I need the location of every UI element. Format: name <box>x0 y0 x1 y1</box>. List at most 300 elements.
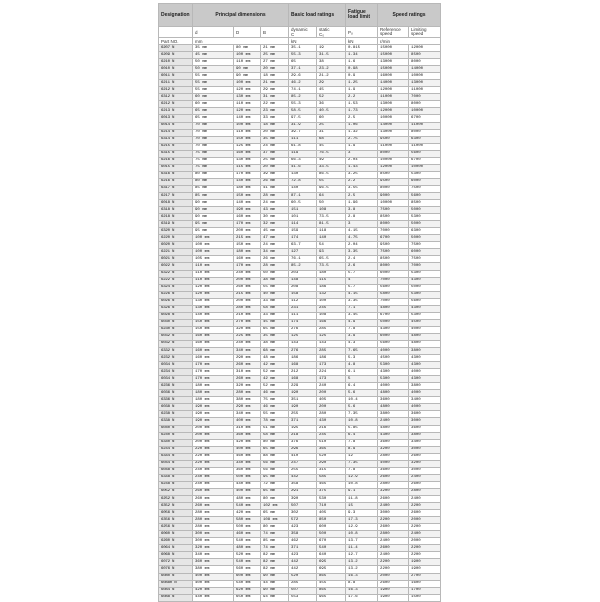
cell-bore-d: 65 mm <box>193 115 234 122</box>
cell-outer-D: 500 mm <box>234 474 261 481</box>
cell-bore-d: 150 mm <box>193 326 234 333</box>
cell-part-no <box>159 580 193 587</box>
cell-dynamic-C: 218 <box>289 432 317 439</box>
cell-bore-d: 280 mm <box>193 517 234 524</box>
part-number-text: 6015 N <box>161 165 175 170</box>
designation-header: Designation <box>159 4 193 27</box>
cell-reference-speed: 10000 <box>378 200 409 207</box>
cell-limiting-speed: 8000 <box>409 59 441 66</box>
part-number-text: 6052 N <box>161 489 175 494</box>
cell-limiting-speed: 5000 <box>409 235 441 242</box>
cell-outer-D: 650 mm <box>234 594 261 601</box>
table-row <box>159 136 441 143</box>
cell-fatigue-Pu: 2.2 <box>346 178 378 185</box>
cell-bore-d: 360 mm <box>193 559 234 566</box>
cell-bore-d: 90 mm <box>193 200 234 207</box>
cell-reference-speed: 2800 <box>378 481 409 488</box>
cell-fatigue-Pu: 0.9 <box>346 73 378 80</box>
part-number-text: 6044 N <box>161 461 175 466</box>
cell-outer-D: 120 mm <box>234 108 261 115</box>
part-number-text: 6032 N <box>161 334 175 339</box>
cell-fatigue-Pu: 3.35 <box>346 249 378 256</box>
cell-reference-speed: 9500 <box>378 178 409 185</box>
cell-outer-D: 125 mm <box>234 143 261 150</box>
cell-reference-speed: 9500 <box>378 242 409 249</box>
cell-bore-d: 100 mm <box>193 235 234 242</box>
cell-static-C0: 670 <box>317 538 346 545</box>
part-number-text: 6344 N <box>161 454 175 459</box>
cell-outer-D: 460 mm <box>234 531 261 538</box>
cell-static-C0: 405 <box>317 397 346 404</box>
table-row <box>159 355 441 362</box>
cell-part-no <box>159 425 193 432</box>
subheader-reference-speed: Reference speed <box>378 27 409 38</box>
cell-limiting-speed: 4800 <box>409 340 441 347</box>
cell-limiting-speed: 6000 <box>409 249 441 256</box>
table-row <box>159 45 441 52</box>
cell-dynamic-C: 174 <box>289 319 317 326</box>
cell-limiting-speed: 8500 <box>409 200 441 207</box>
cell-outer-D: 160 mm <box>234 214 261 221</box>
cell-dynamic-C: 247 <box>289 460 317 467</box>
table-row <box>159 270 441 277</box>
cell-bore-d: 220 mm <box>193 446 234 453</box>
cell-outer-D: 360 mm <box>234 432 261 439</box>
cell-reference-speed: 8000 <box>378 263 409 270</box>
cell-reference-speed: 6700 <box>378 235 409 242</box>
table-row <box>159 531 441 538</box>
cell-bore-d: 60 mm <box>193 101 234 108</box>
cell-fatigue-Pu: 4.9 <box>346 319 378 326</box>
cell-static-C0: 240 <box>317 383 346 390</box>
cell-bore-d: 60 mm <box>193 94 234 101</box>
cell-fatigue-Pu: 2.5 <box>346 115 378 122</box>
cell-outer-D: 290 mm <box>234 355 261 362</box>
cell-dynamic-C: 63.7 <box>289 242 317 249</box>
cell-dynamic-C: 148 <box>289 277 317 284</box>
cell-static-C0: 86.5 <box>317 171 346 178</box>
cell-width-B: 80 mm <box>261 524 289 531</box>
cell-static-C0: 173 <box>317 362 346 369</box>
cell-bore-d: 400 mm <box>193 573 234 580</box>
cell-width-B: 23 mm <box>261 108 289 115</box>
cell-outer-D: 140 mm <box>234 178 261 185</box>
cell-part-no <box>159 503 193 510</box>
bearing-spec-table <box>158 3 441 602</box>
cell-dynamic-C: 572 <box>289 517 317 524</box>
subheader-dynamic: dynamic C <box>289 27 317 38</box>
cell-bore-d: 340 mm <box>193 552 234 559</box>
part-number-text: 6018 N <box>161 200 175 205</box>
cell-width-B: 56 mm <box>261 467 289 474</box>
cell-width-B: 65 mm <box>261 510 289 517</box>
subheader-blank <box>159 27 193 38</box>
cell-dynamic-C: 46.2 <box>289 80 317 87</box>
cell-outer-D: 170 mm <box>234 171 261 178</box>
cell-bore-d: 180 mm <box>193 383 234 390</box>
cell-static-C0: 865 <box>317 573 346 580</box>
cell-reference-speed: 13000 <box>378 101 409 108</box>
cell-static-C0: 54 <box>317 242 346 249</box>
cell-width-B: 46 mm <box>261 390 289 397</box>
cell-part-no <box>159 397 193 404</box>
part-number-text: 6226 N <box>161 292 175 297</box>
cell-reference-speed: 6700 <box>378 312 409 319</box>
cell-limiting-speed: 1700 <box>409 587 441 594</box>
cell-limiting-speed: 14000 <box>409 66 441 73</box>
cell-width-B: 37 mm <box>261 150 289 157</box>
cell-limiting-speed: 4300 <box>409 277 441 284</box>
cell-outer-D: 240 mm <box>234 340 261 347</box>
table-row <box>159 587 441 594</box>
cell-fatigue-Pu: 10.8 <box>346 531 378 538</box>
cell-dynamic-C: 203 <box>289 270 317 277</box>
cell-dynamic-C: 168 <box>289 362 317 369</box>
table-row <box>159 263 441 270</box>
cell-width-B: 40 mm <box>261 291 289 298</box>
cell-dynamic-C: 190 <box>289 390 317 397</box>
cell-bore-d: 160 mm <box>193 340 234 347</box>
part-number-text: 6336 N <box>161 397 175 402</box>
cell-outer-D: 110 mm <box>234 59 261 66</box>
cell-width-B: 65 mm <box>261 446 289 453</box>
cell-bore-d: 160 mm <box>193 333 234 340</box>
cell-part-no <box>159 94 193 101</box>
part-number-text: 6072 N <box>161 559 175 564</box>
cell-part-no <box>159 108 193 115</box>
cell-static-C0: 118 <box>317 228 346 235</box>
cell-limiting-speed: 4000 <box>409 404 441 411</box>
cell-limiting-speed: 4300 <box>409 305 441 312</box>
cell-dynamic-C: 31.9 <box>289 122 317 129</box>
cell-bore-d: 170 mm <box>193 369 234 376</box>
part-number-text: 6034 N <box>161 362 175 367</box>
cell-dynamic-C: 507 <box>289 503 317 510</box>
cell-limiting-speed: 5000 <box>409 284 441 291</box>
cell-reference-speed: 4300 <box>378 369 409 376</box>
units-kn-fatigue: kN <box>346 38 378 45</box>
cell-limiting-speed: 11000 <box>409 143 441 150</box>
part-number-text: 6220 N <box>161 235 175 240</box>
part-number-text: 6256 N <box>161 524 175 529</box>
cell-limiting-speed: 3800 <box>409 383 441 390</box>
table-row <box>159 390 441 397</box>
cell-outer-D: 480 mm <box>234 496 261 503</box>
cell-reference-speed: 4500 <box>378 355 409 362</box>
cell-limiting-speed: 11000 <box>409 87 441 94</box>
cell-reference-speed: 2400 <box>378 538 409 545</box>
cell-dynamic-C: 97.5 <box>289 115 317 122</box>
cell-limiting-speed: 3000 <box>409 418 441 425</box>
cell-static-C0: 81.5 <box>317 221 346 228</box>
cell-dynamic-C: 174 <box>289 235 317 242</box>
cell-limiting-speed: 13000 <box>409 80 441 87</box>
table-row <box>159 157 441 164</box>
cell-static-C0: 500 <box>317 531 346 538</box>
cell-dynamic-C: 39.7 <box>289 129 317 136</box>
cell-dynamic-C: 29.6 <box>289 73 317 80</box>
cell-part-no <box>159 200 193 207</box>
cell-dynamic-C: 159 <box>289 228 317 235</box>
cell-static-C0: 224 <box>317 369 346 376</box>
cell-width-B: 42 mm <box>261 376 289 383</box>
cell-fatigue-Pu: 2.6 <box>346 263 378 270</box>
cell-dynamic-C: 520 <box>289 573 317 580</box>
cell-static-C0: 45 <box>317 143 346 150</box>
cell-dynamic-C: 111 <box>289 312 317 319</box>
cell-limiting-speed: 5300 <box>409 171 441 178</box>
cell-part-no <box>159 178 193 185</box>
cell-outer-D: 540 mm <box>234 538 261 545</box>
cell-dynamic-C: 127 <box>289 249 317 256</box>
table-row <box>159 376 441 383</box>
cell-limiting-speed: 5300 <box>409 312 441 319</box>
part-number-text: 6238 N <box>161 411 175 416</box>
cell-part-no <box>159 171 193 178</box>
cell-width-B: 88 mm <box>261 453 289 460</box>
cell-part-no <box>159 348 193 355</box>
cell-static-C0: 695 <box>317 559 346 566</box>
table-row <box>159 129 441 136</box>
cell-reference-speed: 15000 <box>378 45 409 52</box>
part-number-text: 6244 N <box>161 447 175 452</box>
cell-bore-d: 200 mm <box>193 439 234 446</box>
subheader-C0: C₀ <box>319 32 325 37</box>
cell-dynamic-C: 276 <box>289 348 317 355</box>
table-row <box>159 284 441 291</box>
table-row <box>159 404 441 411</box>
cell-dynamic-C: 208 <box>289 284 317 291</box>
cell-part-no <box>159 80 193 87</box>
cell-outer-D: 400 mm <box>234 446 261 453</box>
cell-dynamic-C: 140 <box>289 185 317 192</box>
cell-bore-d: 110 mm <box>193 277 234 284</box>
cell-width-B: 18 mm <box>261 122 289 129</box>
cell-bore-d: 55 mm <box>193 73 234 80</box>
cell-part-no <box>159 221 193 228</box>
cell-width-B: 52 mm <box>261 383 289 390</box>
cell-outer-D: 380 mm <box>234 397 261 404</box>
cell-outer-D: 120 mm <box>234 87 261 94</box>
cell-dynamic-C: 112 <box>289 298 317 305</box>
cell-dynamic-C: 74.1 <box>289 87 317 94</box>
cell-part-no <box>159 228 193 235</box>
table-row <box>159 439 441 446</box>
cell-limiting-speed: 7500 <box>409 185 441 192</box>
cell-limiting-speed: 6300 <box>409 136 441 143</box>
cell-part-no <box>159 101 193 108</box>
table-row <box>159 496 441 503</box>
cell-reference-speed: 2800 <box>378 453 409 460</box>
part-number-text: 6060 N <box>161 531 175 536</box>
cell-static-C0: 850 <box>317 517 346 524</box>
cell-bore-d: 55 mm <box>193 87 234 94</box>
cell-fatigue-Pu: 12.7 <box>346 552 378 559</box>
cell-fatigue-Pu: 7.8 <box>346 467 378 474</box>
cell-outer-D: 115 mm <box>234 164 261 171</box>
cell-outer-D: 100 mm <box>234 80 261 87</box>
table-row <box>159 559 441 566</box>
cell-reference-speed: 15000 <box>378 66 409 73</box>
cell-fatigue-Pu: 3.25 <box>346 171 378 178</box>
cell-dynamic-C: 190 <box>289 404 317 411</box>
cell-outer-D: 80 mm <box>234 45 261 52</box>
cell-fatigue-Pu: 5.85 <box>346 425 378 432</box>
part-number-text: 6036 N <box>161 390 175 395</box>
cell-outer-D: 90 mm <box>234 73 261 80</box>
cell-fatigue-Pu: 3.45 <box>346 312 378 319</box>
cell-fatigue-Pu: 0.815 <box>346 45 378 52</box>
cell-fatigue-Pu: 4.15 <box>346 291 378 298</box>
cell-width-B: 75 mm <box>261 397 289 404</box>
cell-static-C0: 31.5 <box>317 52 346 59</box>
cell-fatigue-Pu: 12.9 <box>346 474 378 481</box>
cell-fatigue-Pu: 6.1 <box>346 369 378 376</box>
cell-outer-D: 130 mm <box>234 94 261 101</box>
cell-reference-speed: 5000 <box>378 319 409 326</box>
cell-dynamic-C: 101 <box>289 214 317 221</box>
cell-bore-d: 140 mm <box>193 312 234 319</box>
table-row <box>159 143 441 150</box>
cell-dynamic-C: 41.6 <box>289 164 317 171</box>
cell-part-no <box>159 150 193 157</box>
cell-part-no <box>159 73 193 80</box>
part-number-text: 6207 N <box>161 45 175 50</box>
cell-limiting-speed: 3800 <box>409 348 441 355</box>
table-row <box>159 369 441 376</box>
cell-reference-speed: 3000 <box>378 510 409 517</box>
cell-dynamic-C: 111 <box>289 136 317 143</box>
cell-fatigue-Pu: 2.5 <box>346 192 378 199</box>
cell-part-no <box>159 418 193 425</box>
cell-reference-speed: 10000 <box>378 115 409 122</box>
cell-bore-d: 95 mm <box>193 228 234 235</box>
cell-part-no <box>159 538 193 545</box>
cell-outer-D: 360 mm <box>234 467 261 474</box>
subheader-d: d <box>193 27 234 38</box>
cell-bore-d: 100 mm <box>193 249 234 256</box>
cell-part-no <box>159 362 193 369</box>
cell-part-no <box>159 545 193 552</box>
cell-part-no <box>159 411 193 418</box>
cell-part-no <box>159 157 193 164</box>
cell-bore-d: 160 mm <box>193 348 234 355</box>
cell-bore-d: 220 mm <box>193 453 234 460</box>
part-number-text: 6338 N <box>161 419 175 423</box>
cell-fatigue-Pu: 7.1 <box>346 305 378 312</box>
part-number-text: 6316 N <box>161 172 175 177</box>
part-number-text: 6056 N <box>161 510 175 515</box>
cell-part-no <box>159 510 193 517</box>
cell-fatigue-Pu: 1.96 <box>346 200 378 207</box>
cell-outer-D: 600 mm <box>234 573 261 580</box>
cell-width-B: 45 mm <box>261 228 289 235</box>
part-number-text: 6210 N <box>161 59 175 64</box>
table-row <box>159 411 441 418</box>
table-row <box>159 538 441 545</box>
cell-fatigue-Pu: 10.4 <box>346 397 378 404</box>
cell-fatigue-Pu: 13.2 <box>346 566 378 573</box>
cell-dynamic-C: 60.5 <box>289 200 317 207</box>
part-number-text: 6230 N <box>161 327 175 332</box>
cell-limiting-speed: 3400 <box>409 439 441 446</box>
cell-fatigue-Pu: 0.98 <box>346 66 378 73</box>
cell-outer-D: 520 mm <box>234 552 261 559</box>
cell-fatigue-Pu: 5.7 <box>346 270 378 277</box>
cell-fatigue-Pu: 1.34 <box>346 52 378 59</box>
cell-width-B: 65 mm <box>261 488 289 495</box>
cell-fatigue-Pu: 5.6 <box>346 404 378 411</box>
cell-static-C0: 540 <box>317 545 346 552</box>
part-number-text: 6217 N <box>161 193 175 198</box>
part-number-text: 6213 N <box>161 108 175 113</box>
cell-part-no <box>159 481 193 488</box>
cell-dynamic-C: 186 <box>289 355 317 362</box>
cell-dynamic-C: 276 <box>289 326 317 333</box>
cell-width-B: 32 mm <box>261 221 289 228</box>
table-row <box>159 383 441 390</box>
cell-dynamic-C: 351 <box>289 397 317 404</box>
part-number-text: 6215 N <box>161 144 175 149</box>
cell-outer-D: 140 mm <box>234 200 261 207</box>
cell-outer-D: 190 mm <box>234 207 261 214</box>
part-number-text: 6034 N <box>161 376 175 381</box>
part-number-text: 6318 N <box>161 207 175 212</box>
cell-outer-D: 420 mm <box>234 439 261 446</box>
cell-fatigue-Pu: 8.8 <box>346 580 378 587</box>
cell-dynamic-C: 72.8 <box>289 178 317 185</box>
cell-dynamic-C: 229 <box>289 383 317 390</box>
part-number-text: 6326 N <box>161 306 175 311</box>
cell-bore-d: 190 mm <box>193 411 234 418</box>
table-row <box>159 312 441 319</box>
cell-outer-D: 560 mm <box>234 566 261 573</box>
cell-width-B: 34 mm <box>261 249 289 256</box>
cell-limiting-speed: 12000 <box>409 45 441 52</box>
cell-limiting-speed: 5300 <box>409 291 441 298</box>
cell-outer-D: 160 mm <box>234 150 261 157</box>
part-number-text: 6014 N <box>161 123 175 128</box>
cell-static-C0: 50 <box>317 200 346 207</box>
cell-reference-speed: 4800 <box>378 425 409 432</box>
cell-static-C0: 600 <box>317 524 346 531</box>
cell-static-C0: 430 <box>317 418 346 425</box>
cell-limiting-speed: 6700 <box>409 157 441 164</box>
cell-reference-speed: 13000 <box>378 59 409 66</box>
cell-outer-D: 200 mm <box>234 298 261 305</box>
speed-ratings-header: Speed ratings <box>378 4 441 27</box>
units-mm: mm <box>193 38 289 45</box>
cell-static-C0: 245 <box>317 432 346 439</box>
cell-fatigue-Pu: 7.65 <box>346 348 378 355</box>
cell-width-B: 74 mm <box>261 545 289 552</box>
cell-part-no <box>159 284 193 291</box>
cell-reference-speed: 16000 <box>378 73 409 80</box>
table-row <box>159 200 441 207</box>
cell-bore-d: 50 mm <box>193 59 234 66</box>
cell-outer-D: 150 mm <box>234 192 261 199</box>
cell-fatigue-Pu: 4.3 <box>346 340 378 347</box>
cell-part-no <box>159 552 193 559</box>
cell-fatigue-Pu: 16.3 <box>346 587 378 594</box>
cell-limiting-speed: 10000 <box>409 164 441 171</box>
cell-static-C0: 585 <box>317 474 346 481</box>
cell-outer-D: 200 mm <box>234 277 261 284</box>
cell-bore-d: 220 mm <box>193 460 234 467</box>
part-number-text: 60880 N <box>161 581 177 586</box>
cell-outer-D: 240 mm <box>234 270 261 277</box>
cell-reference-speed: 2800 <box>378 531 409 538</box>
